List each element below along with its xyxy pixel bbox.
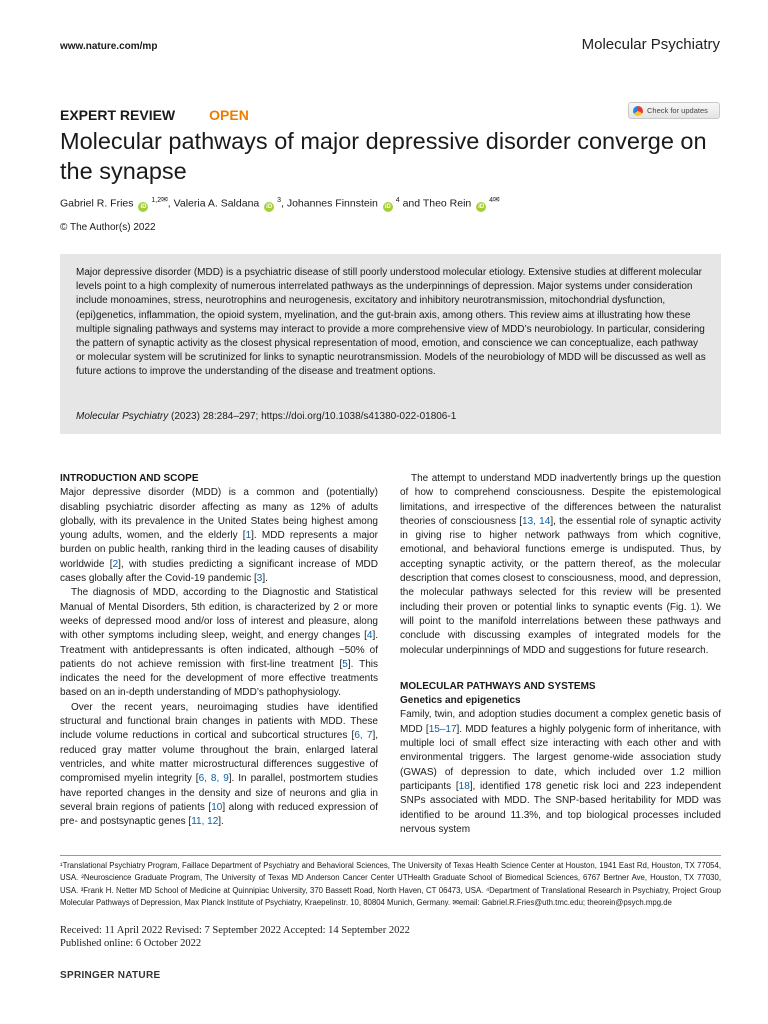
section-heading: INTRODUCTION AND SCOPE xyxy=(60,473,199,484)
reference-link[interactable]: 13, 14 xyxy=(522,515,551,527)
mail-icon[interactable]: ✉ xyxy=(161,195,168,204)
article-title: Molecular pathways of major depressive disorder converge on the synapse xyxy=(60,128,707,184)
orcid-icon[interactable]: iD xyxy=(384,203,391,210)
reference-link[interactable]: 6, 7 xyxy=(354,730,373,742)
abstract-box xyxy=(60,254,721,434)
author-name: Gabriel R. Fries xyxy=(60,197,134,210)
check-updates-label: Check for updates xyxy=(647,106,708,115)
citation-line xyxy=(76,411,456,422)
reference-link[interactable]: 2 xyxy=(112,558,119,570)
footnote-divider xyxy=(60,855,721,856)
reference-link[interactable]: 5 xyxy=(342,658,348,670)
reference-link[interactable]: 6, 8, 9 xyxy=(198,773,229,785)
paragraph: The attempt to understand MDD inadvertently brings up the question of how to comprehend consciousness. Despite the epistemological limitations, and irrespective of the differences between the naturalist theories of consciousness [13, 14], the essential role of synaptic activity in giving rise to higher network pathways from which cognitive, emotional, and behavioral functions emerge is undisputed. Thus, by accepting synaptic activity, or the pattern thereof, as the molecular description that comes closest to consciousness, mood, and depression, the molecular pathways selected for this review will be presented including their proven or potential links to synaptic events (Fig. 1). We will point to the manifold interrelations between these pathways and conclude with discussing examples of integrated models for the molecular underpinnings of MDD and suggestions for future research. xyxy=(400,473,721,656)
publication-dates xyxy=(60,925,410,950)
reference-link[interactable]: 10 xyxy=(211,801,223,813)
orcid-icon[interactable]: iD xyxy=(140,203,147,210)
reference-link[interactable]: 11, 12 xyxy=(191,816,219,828)
paragraph: Major depressive disorder (MDD) is a common and (potentially) disabling psychiatric disorder affecting as many as 12% of adults globally, with its prevalence in the United States being highest among young adults, women, and the elderly [1]. MDD represents a major burden on public health, ranking third in the leading causes of disability worldwide [2], with studies predicting a significant increase of MDD cases globally after the Covid-19 pandemic [3]. xyxy=(60,487,378,585)
affiliations-footnote: ¹Translational Psychiatry Program, Faillace Department of Psychiatry and Behavioral Sciences, The University of Texas Health Science Center at Houston, 1941 East Rd, Houston, TX 77054, USA. ²Neuroscience Graduate Program, The University of Texas MD Anderson Cancer Center UTHealth Graduate School of Biomedical Sciences, 6767 Bertner Ave, Houston, TX 77030, USA. ³Frank H. Netter MD School of Medicine at Quinnipiac University, 370 Bassett Road, North Haven, CT 06473, USA. ⁴Department of Translational Research in Psychiatry, Project Group Molecular Pathways of Depression, Max Planck Institute of Psychiatry, Kraepelinstr. 10, 80804 Munich, Germany. ✉email: Gabriel.R.Fries@uth.tmc.edu; theorein@psych.mpg.de xyxy=(60,861,721,908)
journal-name: Molecular Psychiatry xyxy=(581,36,720,53)
citation-journal: Molecular Psychiatry xyxy=(76,411,169,422)
check-updates-button[interactable] xyxy=(628,102,720,119)
copyright-line: © The Author(s) 2022 xyxy=(60,222,156,233)
affiliation-marker: 3 xyxy=(277,197,281,204)
reference-link[interactable]: 3 xyxy=(256,573,263,585)
left-column xyxy=(60,472,378,829)
paragraph: The diagnosis of MDD, according to the Diagnostic and Statistical Manual of Mental Disorders, 5th edition, is characterized by 2 or more weeks of depressed mood and/or loss of interest and pleasure, along with other symptoms including sleep, weight, and energy changes [4]. Treatment with antidepressants is often indicated, although ~50% of patients do not achieve remission with first-line treatment [5]. This indicates the need for the development of more effective treatments based on an in-depth understanding of MDD’s pathophysiology. xyxy=(60,587,379,699)
open-access-badge: OPEN xyxy=(209,107,249,123)
subsection-heading: Genetics and epigenetics xyxy=(400,695,521,707)
site-url[interactable]: www.nature.com/mp xyxy=(60,41,158,52)
reference-link[interactable]: 4 xyxy=(366,630,373,642)
reference-link[interactable]: 18 xyxy=(458,780,470,792)
author-name: and Theo Rein xyxy=(399,197,472,210)
author-name: , Johannes Finnstein xyxy=(281,197,378,210)
article-tags xyxy=(60,107,249,123)
section-heading: MOLECULAR PATHWAYS AND SYSTEMS xyxy=(400,680,596,692)
orcid-icon[interactable]: iD xyxy=(478,203,485,210)
affiliation-marker: 4 xyxy=(395,197,400,204)
publisher-logo: SPRINGER NATURE xyxy=(60,970,161,981)
author-list xyxy=(60,195,500,212)
received-dates: Received: 11 April 2022 Revised: 7 September 2022 Accepted: 14 September 2022 xyxy=(60,925,410,936)
affiliation-marker: 1,2 xyxy=(151,197,162,204)
reference-link[interactable]: 15–17 xyxy=(428,723,457,735)
mail-icon[interactable]: ✉ xyxy=(493,195,500,204)
right-column xyxy=(400,472,721,837)
published-date: Published online: 6 October 2022 xyxy=(60,937,202,949)
citation-details[interactable]: (2023) 28:284–297; https://doi.org/10.1038/s41380-022-01806-1 xyxy=(168,411,457,422)
paragraph: Family, twin, and adoption studies document a complex genetic basis of MDD [15–17]. MDD features a highly polygenic form of inheritance, with multiple loci of small effect size interacting with each other and with environmental triggers. The largest genome-wide association study (GWAS) of depression to date, which included over 1.2 million participants [18], identified 178 genetic risk loci and 223 independent SNPs associated with MDD. The SNP-based heritability for MDD was identified to be around 11.3%, and top biological processes included nervous system xyxy=(400,709,721,835)
abstract-text: Major depressive disorder (MDD) is a psychiatric disease of still poorly understood molecular etiology. Extensive studies at different molecular levels point to a high complexity of numerous interrelated pathways as the underpinnings of depression. Major systems under consideration include monoamines, stress, neurotrophins and neurogenesis, excitatory and inhibitory neurotransmission, mitochondrial dysfunction, (epi)genetics, inflammation, the opioid system, myelination, and the gut-brain axis, among others. This review aims at illustrating how these multiple signaling pathways and systems may interact to provide a more comprehensive view of MDD’s neurobiology. In particular, considering the pattern of synaptic activity as the closest physical representation of mood, emotion, and conscience we can conceptualize, each pathway or molecular system will be scrutinized for links to synaptic neurotransmission. Models of the neurobiology of MDD will be discussed as well as future actions to improve the understanding of the disease and treatment options. xyxy=(76,267,706,378)
orcid-icon[interactable]: iD xyxy=(266,203,273,210)
affiliation-marker: 4 xyxy=(489,197,494,204)
article-type: EXPERT REVIEW xyxy=(60,107,176,123)
check-updates-icon xyxy=(633,106,643,116)
author-name: , Valeria A. Saldana xyxy=(167,197,260,210)
paragraph: Over the recent years, neuroimaging studies have identified structural and functional brain changes in patients with MDD. These include volume reductions in cortical and subcortical structures [6, 7], reduced gray matter volume throughout the brain, enlarged lateral ventricles, and white matter microstructural differences suggestive of compromised myelin integrity [6, 8, 9]. In parallel, postmortem studies have reported changes in the density and size of neurons and glia in several brain regions of patients [10] along with reduced expression of pre- and postsynaptic genes [11, 12]. xyxy=(60,701,378,828)
reference-link[interactable]: 1 xyxy=(245,530,252,542)
figure-link[interactable]: 1 xyxy=(690,601,697,613)
